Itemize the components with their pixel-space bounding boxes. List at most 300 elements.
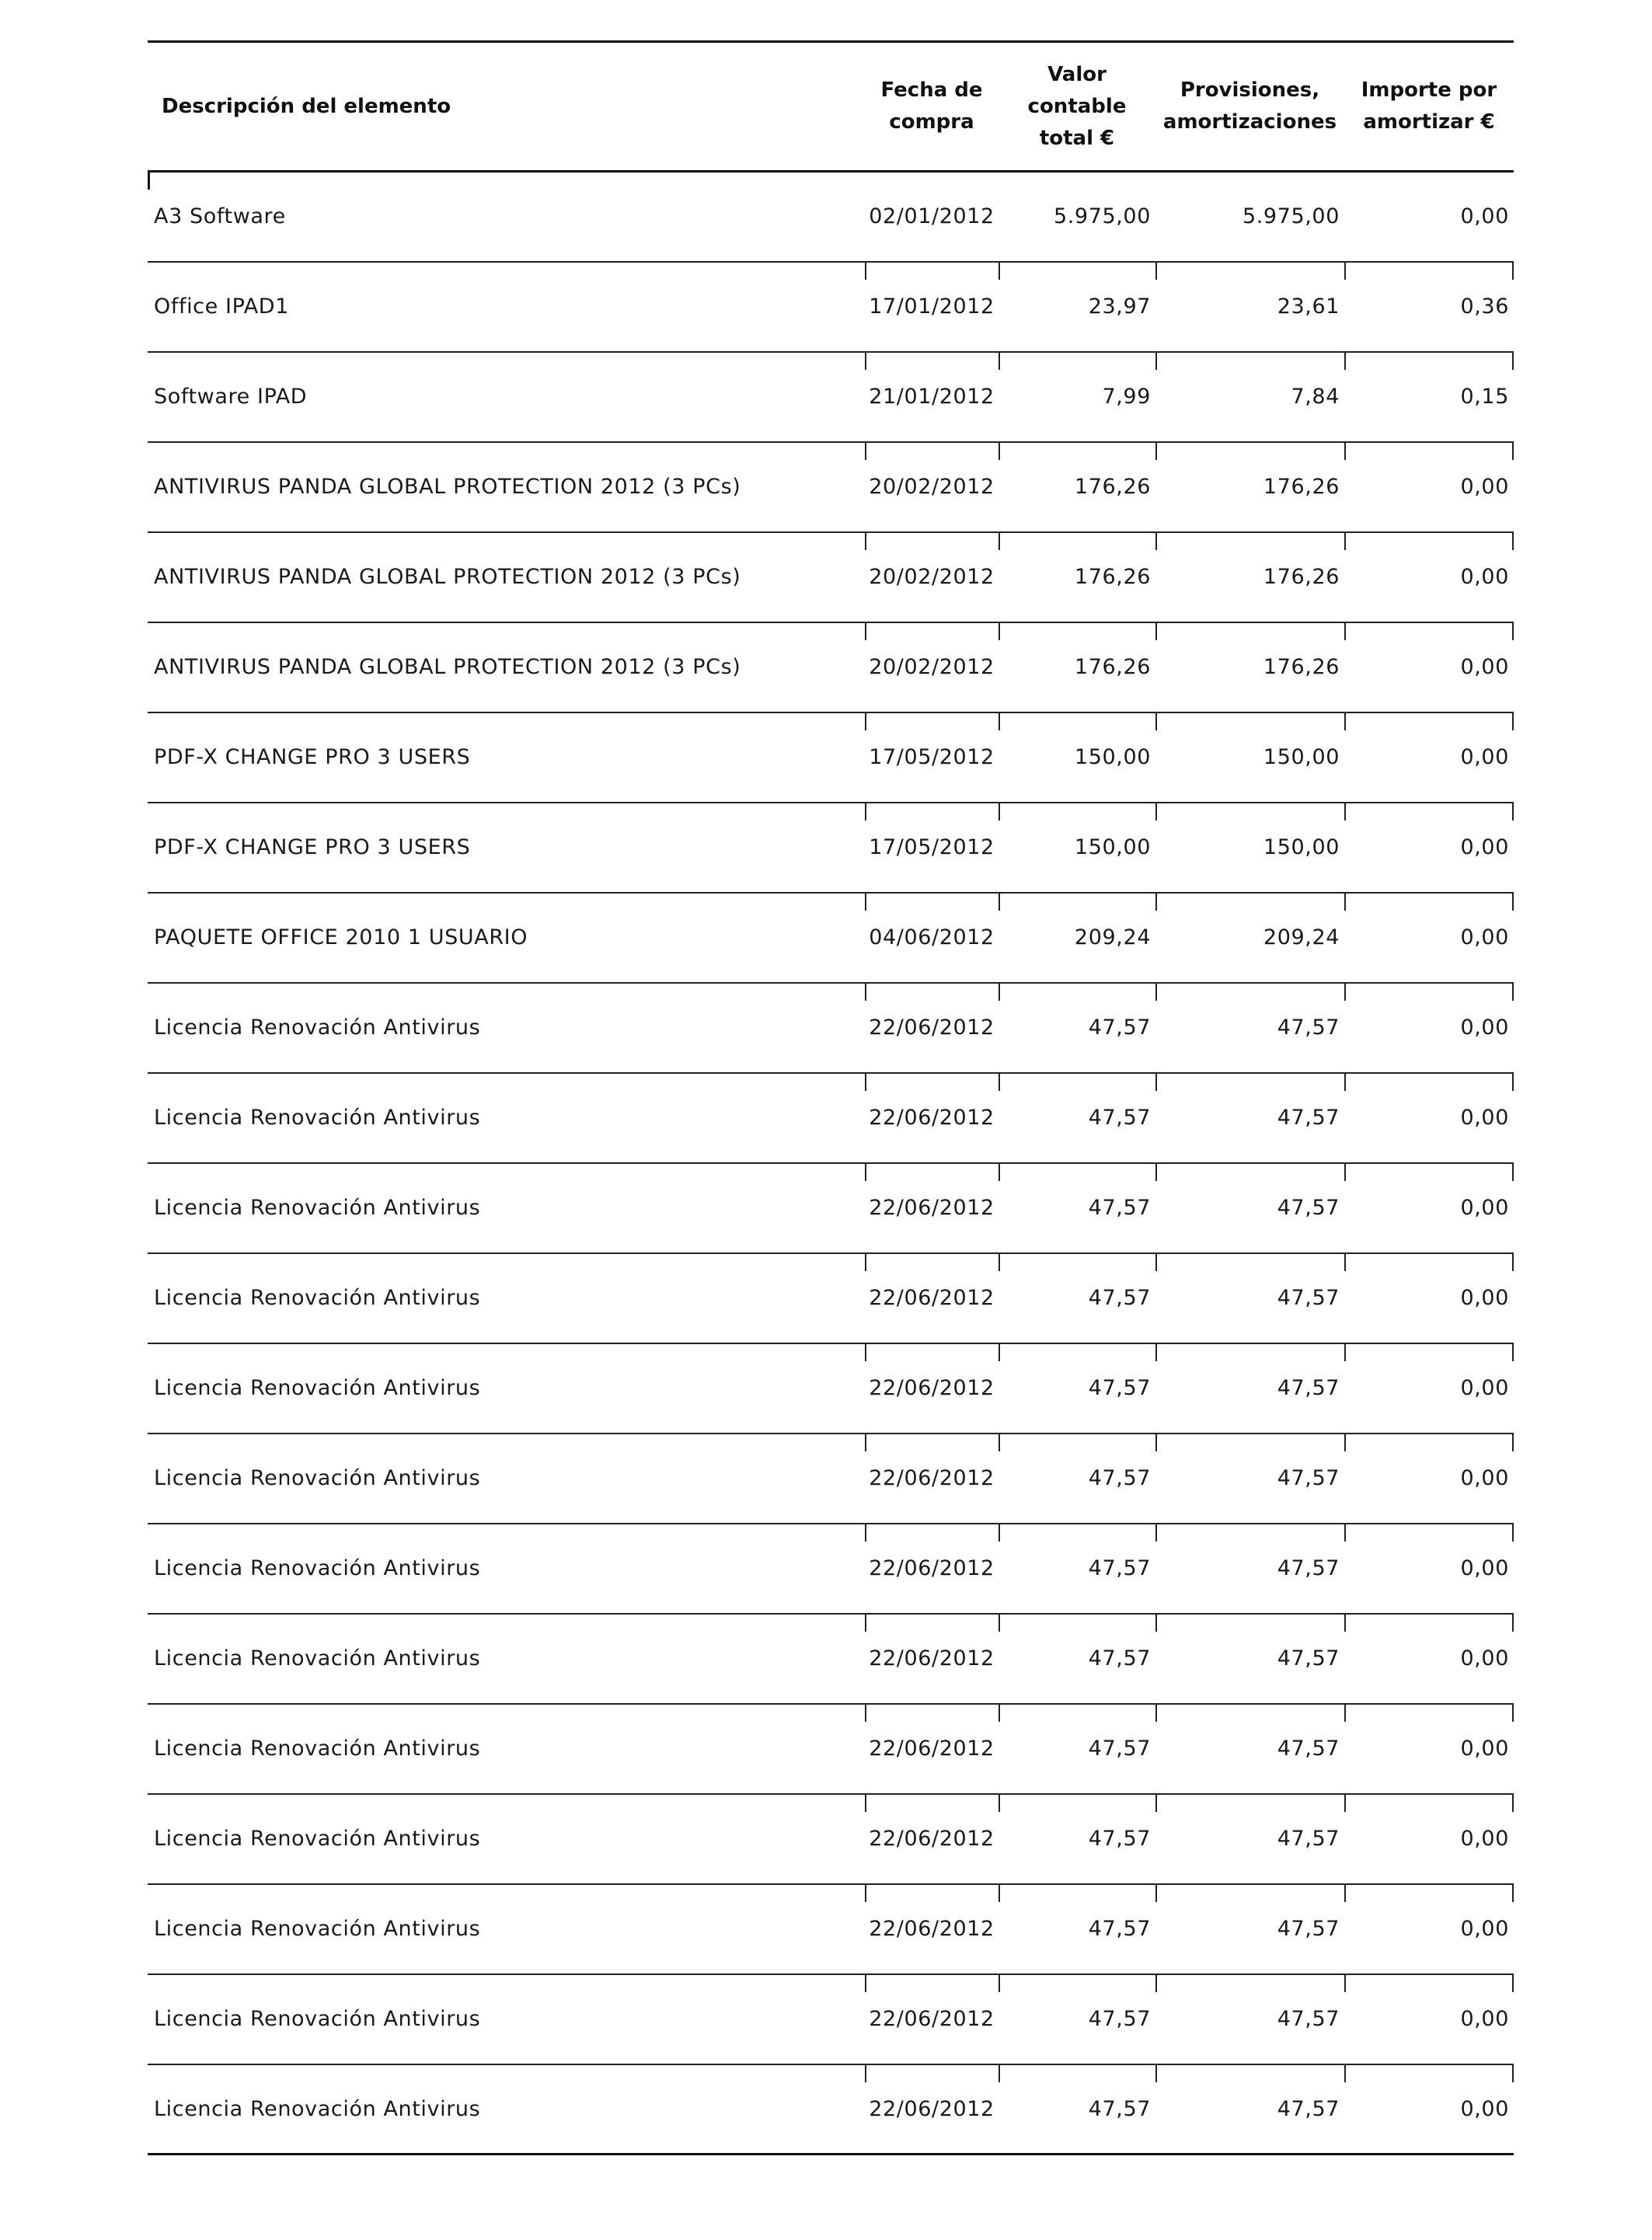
row-tick-mark	[1344, 353, 1346, 370]
cell-provisions	[1155, 983, 1344, 1073]
table-row	[148, 262, 1514, 352]
cell-description-text: ANTIVIRUS PANDA GLOBAL PROTECTION 2012 (3 PCs)	[154, 655, 741, 679]
cell-description	[148, 172, 865, 262]
row-tick-mark	[865, 1975, 866, 1992]
cell-purchase-date-text: 22/06/2012	[869, 1106, 995, 1130]
table-row	[148, 1614, 1514, 1704]
row-tick-mark	[1155, 1615, 1157, 1632]
cell-book-value-text: 47,57	[1088, 1286, 1151, 1310]
cell-provisions-text: 150,00	[1263, 745, 1340, 769]
cell-provisions	[1155, 622, 1344, 712]
cell-amount-to-amortize	[1344, 983, 1514, 1073]
cell-provisions-text: 47,57	[1277, 1737, 1340, 1761]
row-tick-mark	[1344, 1164, 1346, 1181]
cell-purchase-date-text: 22/06/2012	[869, 1917, 995, 1941]
row-tick-mark	[1512, 1795, 1514, 1812]
cell-description-text: Licencia Renovación Antivirus	[154, 2096, 481, 2121]
cell-amount-to-amortize	[1344, 2064, 1514, 2155]
cell-purchase-date	[865, 1614, 999, 1704]
cell-purchase-date	[865, 803, 999, 893]
table-row	[148, 893, 1514, 983]
table-row	[148, 1073, 1514, 1163]
row-tick-mark	[1512, 1434, 1514, 1451]
cell-amount-to-amortize	[1344, 1163, 1514, 1253]
row-tick-mark	[865, 1254, 866, 1271]
row-tick-mark	[999, 1615, 1000, 1632]
row-tick-mark	[999, 1885, 1000, 1902]
row-tick-mark	[999, 1074, 1000, 1091]
cell-book-value	[999, 1524, 1155, 1614]
header-book-value: Valor contable total €	[999, 42, 1155, 172]
row-tick-mark	[999, 1795, 1000, 1812]
row-tick-mark	[1344, 263, 1346, 280]
cell-book-value	[999, 1343, 1155, 1434]
cell-book-value-text: 47,57	[1088, 1106, 1151, 1130]
table-body	[148, 172, 1514, 2155]
row-tick-mark	[865, 623, 866, 640]
table-row	[148, 1434, 1514, 1524]
cell-purchase-date-text: 20/02/2012	[869, 565, 995, 589]
cell-description-text: PAQUETE OFFICE 2010 1 USUARIO	[154, 925, 528, 949]
table-header	[148, 42, 1514, 172]
row-tick-mark	[999, 1164, 1000, 1181]
cell-description	[148, 893, 865, 983]
cell-purchase-date	[865, 352, 999, 442]
row-tick-mark	[1155, 1434, 1157, 1451]
cell-amount-to-amortize	[1344, 622, 1514, 712]
cell-description	[148, 622, 865, 712]
cell-provisions	[1155, 1974, 1344, 2064]
row-tick-mark	[1512, 1885, 1514, 1902]
row-tick-mark	[865, 1434, 866, 1451]
cell-purchase-date	[865, 2064, 999, 2155]
table-row	[148, 622, 1514, 712]
cell-amount-to-amortize-text: 0,00	[1460, 1286, 1509, 1310]
cell-purchase-date	[865, 712, 999, 803]
cell-purchase-date-text: 22/06/2012	[869, 1737, 995, 1761]
cell-provisions-text: 5.975,00	[1242, 204, 1340, 229]
row-tick-mark	[1155, 803, 1157, 820]
asset-table	[148, 40, 1514, 2155]
cell-provisions-text: 176,26	[1263, 655, 1340, 679]
cell-description-text: Licencia Renovación Antivirus	[154, 1737, 481, 1761]
cell-amount-to-amortize	[1344, 1794, 1514, 1884]
row-tick-mark	[1344, 2065, 1346, 2082]
row-tick-mark	[1512, 623, 1514, 640]
cell-description-text: Licencia Renovación Antivirus	[154, 1646, 481, 1670]
cell-description	[148, 1343, 865, 1434]
row-tick-mark	[1344, 1074, 1346, 1091]
cell-description	[148, 1253, 865, 1343]
cell-provisions-text: 47,57	[1277, 1286, 1340, 1310]
cell-description	[148, 1524, 865, 1614]
row-tick-mark	[999, 1434, 1000, 1451]
cell-book-value-text: 47,57	[1088, 1015, 1151, 1040]
row-tick-mark	[1344, 623, 1346, 640]
row-tick-mark	[865, 713, 866, 730]
row-tick-mark	[1155, 263, 1157, 280]
table-row	[148, 1253, 1514, 1343]
row-tick-mark	[1155, 1975, 1157, 1992]
cell-provisions	[1155, 1253, 1344, 1343]
cell-purchase-date-text: 22/06/2012	[869, 2096, 995, 2121]
cell-book-value	[999, 622, 1155, 712]
cell-book-value-text: 47,57	[1088, 1376, 1151, 1400]
cell-description-text: PDF-X CHANGE PRO 3 USERS	[154, 835, 471, 859]
cell-amount-to-amortize	[1344, 1704, 1514, 1794]
cell-description-text: Office IPAD1	[154, 294, 289, 319]
cell-provisions	[1155, 442, 1344, 532]
cell-provisions-text: 47,57	[1277, 1646, 1340, 1670]
table-row	[148, 712, 1514, 803]
cell-description-text: Licencia Renovación Antivirus	[154, 1466, 481, 1490]
cell-purchase-date	[865, 1343, 999, 1434]
cell-provisions	[1155, 893, 1344, 983]
cell-purchase-date-text: 21/01/2012	[869, 385, 995, 409]
cell-amount-to-amortize-text: 0,00	[1460, 1106, 1509, 1130]
cell-amount-to-amortize-text: 0,00	[1460, 1917, 1509, 1941]
row-tick-mark	[1512, 1975, 1514, 1992]
cell-book-value-text: 47,57	[1088, 1196, 1151, 1220]
row-tick-mark	[1155, 533, 1157, 550]
cell-purchase-date-text: 17/05/2012	[869, 835, 995, 859]
cell-book-value	[999, 712, 1155, 803]
cell-book-value-text: 47,57	[1088, 2096, 1151, 2121]
row-tick-mark	[865, 533, 866, 550]
cell-purchase-date	[865, 622, 999, 712]
cell-provisions	[1155, 262, 1344, 352]
cell-purchase-date-text: 20/02/2012	[869, 655, 995, 679]
cell-purchase-date	[865, 1884, 999, 1974]
cell-provisions-text: 7,84	[1291, 385, 1340, 409]
row-tick-mark	[865, 1344, 866, 1361]
row-tick-mark	[1155, 1344, 1157, 1361]
cell-provisions	[1155, 1073, 1344, 1163]
cell-purchase-date-text: 20/02/2012	[869, 475, 995, 499]
row-tick-mark	[1155, 1885, 1157, 1902]
cell-book-value	[999, 1073, 1155, 1163]
table-row	[148, 172, 1514, 262]
cell-amount-to-amortize-text: 0,00	[1460, 925, 1509, 949]
row-tick-mark	[1155, 1705, 1157, 1722]
row-tick-mark	[1344, 713, 1346, 730]
row-tick-mark	[1512, 984, 1514, 1001]
cell-amount-to-amortize	[1344, 172, 1514, 262]
table-row	[148, 442, 1514, 532]
cell-purchase-date-text: 22/06/2012	[869, 1556, 995, 1580]
row-tick-mark	[1344, 1434, 1346, 1451]
cell-provisions-text: 176,26	[1263, 565, 1340, 589]
cell-amount-to-amortize-text: 0,00	[1460, 1646, 1509, 1670]
cell-amount-to-amortize	[1344, 1343, 1514, 1434]
row-tick-mark	[865, 1615, 866, 1632]
cell-provisions	[1155, 803, 1344, 893]
cell-book-value	[999, 2064, 1155, 2155]
row-tick-mark	[1155, 1795, 1157, 1812]
table-row	[148, 1794, 1514, 1884]
cell-amount-to-amortize	[1344, 262, 1514, 352]
cell-purchase-date	[865, 172, 999, 262]
cell-book-value-text: 47,57	[1088, 1646, 1151, 1670]
cell-book-value	[999, 1434, 1155, 1524]
row-tick-mark	[1512, 1524, 1514, 1542]
cell-book-value-text: 5.975,00	[1053, 204, 1151, 229]
table-row	[148, 983, 1514, 1073]
cell-provisions-text: 47,57	[1277, 1196, 1340, 1220]
row-tick-mark	[1344, 1885, 1346, 1902]
cell-book-value	[999, 352, 1155, 442]
row-tick-mark	[1344, 1254, 1346, 1271]
cell-book-value-text: 47,57	[1088, 1556, 1151, 1580]
cell-amount-to-amortize	[1344, 442, 1514, 532]
row-tick-mark	[865, 353, 866, 370]
cell-amount-to-amortize	[1344, 1524, 1514, 1614]
row-tick-mark	[999, 623, 1000, 640]
cell-amount-to-amortize-text: 0,00	[1460, 1466, 1509, 1490]
cell-description	[148, 983, 865, 1073]
row-tick-mark	[1344, 1705, 1346, 1722]
row-tick-mark	[1512, 1164, 1514, 1181]
cell-description-text: Licencia Renovación Antivirus	[154, 1286, 481, 1310]
row-tick-mark	[1512, 533, 1514, 550]
header-amount-to-amortize: Importe por amortizar €	[1344, 42, 1514, 172]
table-row	[148, 532, 1514, 622]
row-tick-mark	[1155, 1164, 1157, 1181]
cell-provisions-text: 47,57	[1277, 1376, 1340, 1400]
cell-description-text: Licencia Renovación Antivirus	[154, 1827, 481, 1851]
cell-book-value	[999, 803, 1155, 893]
cell-amount-to-amortize	[1344, 803, 1514, 893]
row-tick-mark	[865, 263, 866, 280]
row-tick-mark	[999, 353, 1000, 370]
cell-amount-to-amortize-text: 0,00	[1460, 2096, 1509, 2121]
cell-provisions	[1155, 352, 1344, 442]
cell-book-value-text: 209,24	[1074, 925, 1151, 949]
cell-book-value-text: 150,00	[1074, 835, 1151, 859]
row-tick-mark	[1512, 1254, 1514, 1271]
row-tick-mark	[1155, 1524, 1157, 1542]
row-tick-mark	[1512, 1344, 1514, 1361]
row-tick-mark	[1155, 894, 1157, 911]
row-tick-mark	[999, 1705, 1000, 1722]
row-tick-mark	[1344, 984, 1346, 1001]
header-provisions: Provisiones, amortizaciones	[1155, 42, 1344, 172]
cell-provisions-text: 47,57	[1277, 1466, 1340, 1490]
cell-book-value	[999, 983, 1155, 1073]
row-tick-mark	[999, 1524, 1000, 1542]
cell-amount-to-amortize-text: 0,00	[1460, 475, 1509, 499]
cell-book-value	[999, 442, 1155, 532]
cell-book-value-text: 7,99	[1102, 385, 1151, 409]
cell-amount-to-amortize	[1344, 1614, 1514, 1704]
header-row	[148, 42, 1514, 172]
row-tick-mark	[1155, 623, 1157, 640]
cell-amount-to-amortize-text: 0,36	[1460, 294, 1509, 319]
row-tick-mark	[1512, 894, 1514, 911]
cell-purchase-date	[865, 1794, 999, 1884]
row-tick-mark	[865, 984, 866, 1001]
cell-purchase-date	[865, 1253, 999, 1343]
cell-book-value-text: 47,57	[1088, 1466, 1151, 1490]
cell-amount-to-amortize-text: 0,00	[1460, 1376, 1509, 1400]
table-row	[148, 1884, 1514, 1974]
cell-amount-to-amortize	[1344, 1253, 1514, 1343]
cell-purchase-date	[865, 1974, 999, 2064]
cell-description-text: Licencia Renovación Antivirus	[154, 2007, 481, 2031]
cell-provisions-text: 209,24	[1263, 925, 1340, 949]
table-row	[148, 352, 1514, 442]
cell-amount-to-amortize-text: 0,00	[1460, 2007, 1509, 2031]
cell-book-value-text: 47,57	[1088, 1737, 1151, 1761]
row-tick-mark	[865, 443, 866, 460]
cell-provisions-text: 47,57	[1277, 1015, 1340, 1040]
cell-provisions	[1155, 1884, 1344, 1974]
cell-amount-to-amortize-text: 0,00	[1460, 1196, 1509, 1220]
row-tick-mark	[1155, 443, 1157, 460]
cell-provisions	[1155, 1524, 1344, 1614]
cell-description	[148, 1974, 865, 2064]
row-tick-mark	[999, 713, 1000, 730]
cell-amount-to-amortize-text: 0,00	[1460, 1015, 1509, 1040]
cell-provisions-text: 47,57	[1277, 1827, 1340, 1851]
cell-book-value	[999, 1163, 1155, 1253]
table-row	[148, 1524, 1514, 1614]
row-tick-mark	[865, 1705, 866, 1722]
cell-provisions	[1155, 1704, 1344, 1794]
table-row	[148, 1163, 1514, 1253]
cell-amount-to-amortize-text: 0,15	[1460, 385, 1509, 409]
cell-amount-to-amortize-text: 0,00	[1460, 1827, 1509, 1851]
row-tick-mark	[865, 2065, 866, 2082]
row-tick-mark	[1344, 443, 1346, 460]
row-tick-mark	[148, 172, 150, 190]
row-tick-mark	[1344, 1615, 1346, 1632]
row-tick-mark	[865, 1524, 866, 1542]
cell-purchase-date-text: 17/05/2012	[869, 745, 995, 769]
cell-book-value-text: 176,26	[1074, 475, 1151, 499]
cell-amount-to-amortize-text: 0,00	[1460, 204, 1509, 229]
row-tick-mark	[1155, 2065, 1157, 2082]
table-row	[148, 1704, 1514, 1794]
cell-purchase-date	[865, 893, 999, 983]
cell-amount-to-amortize	[1344, 1073, 1514, 1163]
cell-description	[148, 1434, 865, 1524]
cell-description-text: Licencia Renovación Antivirus	[154, 1196, 481, 1220]
cell-purchase-date	[865, 1073, 999, 1163]
row-tick-mark	[1155, 713, 1157, 730]
cell-provisions	[1155, 532, 1344, 622]
cell-description-text: ANTIVIRUS PANDA GLOBAL PROTECTION 2012 (3 PCs)	[154, 475, 741, 499]
row-tick-mark	[999, 2065, 1000, 2082]
cell-description-text: Licencia Renovación Antivirus	[154, 1106, 481, 1130]
cell-amount-to-amortize	[1344, 893, 1514, 983]
cell-description-text: A3 Software	[154, 204, 286, 229]
table-row	[148, 2064, 1514, 2155]
row-tick-mark	[1344, 1344, 1346, 1361]
row-tick-mark	[1344, 533, 1346, 550]
cell-provisions	[1155, 1343, 1344, 1434]
cell-provisions	[1155, 2064, 1344, 2155]
row-tick-mark	[865, 1795, 866, 1812]
cell-purchase-date-text: 22/06/2012	[869, 1466, 995, 1490]
cell-provisions-text: 47,57	[1277, 2096, 1340, 2121]
cell-description	[148, 532, 865, 622]
cell-purchase-date	[865, 1524, 999, 1614]
cell-description-text: Licencia Renovación Antivirus	[154, 1376, 481, 1400]
cell-description-text: PDF-X CHANGE PRO 3 USERS	[154, 745, 471, 769]
cell-book-value	[999, 262, 1155, 352]
cell-description	[148, 1163, 865, 1253]
row-tick-mark	[999, 984, 1000, 1001]
cell-description-text: Software IPAD	[154, 385, 308, 409]
row-tick-mark	[1155, 984, 1157, 1001]
cell-amount-to-amortize	[1344, 1974, 1514, 2064]
cell-book-value	[999, 1253, 1155, 1343]
row-tick-mark	[865, 1164, 866, 1181]
row-tick-mark	[1512, 443, 1514, 460]
cell-amount-to-amortize-text: 0,00	[1460, 745, 1509, 769]
cell-amount-to-amortize	[1344, 1884, 1514, 1974]
cell-description	[148, 262, 865, 352]
cell-description	[148, 712, 865, 803]
row-tick-mark	[1344, 803, 1346, 820]
cell-amount-to-amortize-text: 0,00	[1460, 1556, 1509, 1580]
cell-description	[148, 2064, 865, 2155]
row-tick-mark	[865, 894, 866, 911]
cell-purchase-date	[865, 442, 999, 532]
cell-description	[148, 1884, 865, 1974]
cell-description	[148, 442, 865, 532]
row-tick-mark	[1512, 803, 1514, 820]
cell-purchase-date-text: 17/01/2012	[869, 294, 995, 319]
cell-provisions	[1155, 172, 1344, 262]
cell-description	[148, 1794, 865, 1884]
cell-description	[148, 1073, 865, 1163]
table-row	[148, 1974, 1514, 2064]
cell-amount-to-amortize-text: 0,00	[1460, 655, 1509, 679]
row-tick-mark	[1155, 353, 1157, 370]
table-row	[148, 803, 1514, 893]
cell-purchase-date-text: 22/06/2012	[869, 1646, 995, 1670]
cell-description	[148, 1704, 865, 1794]
cell-purchase-date	[865, 1434, 999, 1524]
row-tick-mark	[999, 1344, 1000, 1361]
cell-provisions	[1155, 1794, 1344, 1884]
row-tick-mark	[1512, 2065, 1514, 2082]
cell-purchase-date	[865, 1704, 999, 1794]
cell-provisions-text: 47,57	[1277, 1556, 1340, 1580]
header-description: Descripción del elemento	[148, 42, 865, 172]
row-tick-mark	[865, 803, 866, 820]
row-tick-mark	[1512, 713, 1514, 730]
cell-purchase-date	[865, 532, 999, 622]
cell-amount-to-amortize	[1344, 712, 1514, 803]
cell-amount-to-amortize	[1344, 532, 1514, 622]
cell-provisions-text: 23,61	[1277, 294, 1340, 319]
cell-amount-to-amortize	[1344, 352, 1514, 442]
cell-book-value-text: 176,26	[1074, 655, 1151, 679]
row-tick-mark	[999, 894, 1000, 911]
row-tick-mark	[1155, 1254, 1157, 1271]
cell-provisions-text: 47,57	[1277, 1917, 1340, 1941]
cell-book-value-text: 47,57	[1088, 2007, 1151, 2031]
cell-purchase-date-text: 22/06/2012	[869, 1376, 995, 1400]
cell-provisions-text: 47,57	[1277, 1106, 1340, 1130]
row-tick-mark	[865, 1074, 866, 1091]
row-tick-mark	[1512, 353, 1514, 370]
cell-book-value	[999, 532, 1155, 622]
cell-description	[148, 352, 865, 442]
